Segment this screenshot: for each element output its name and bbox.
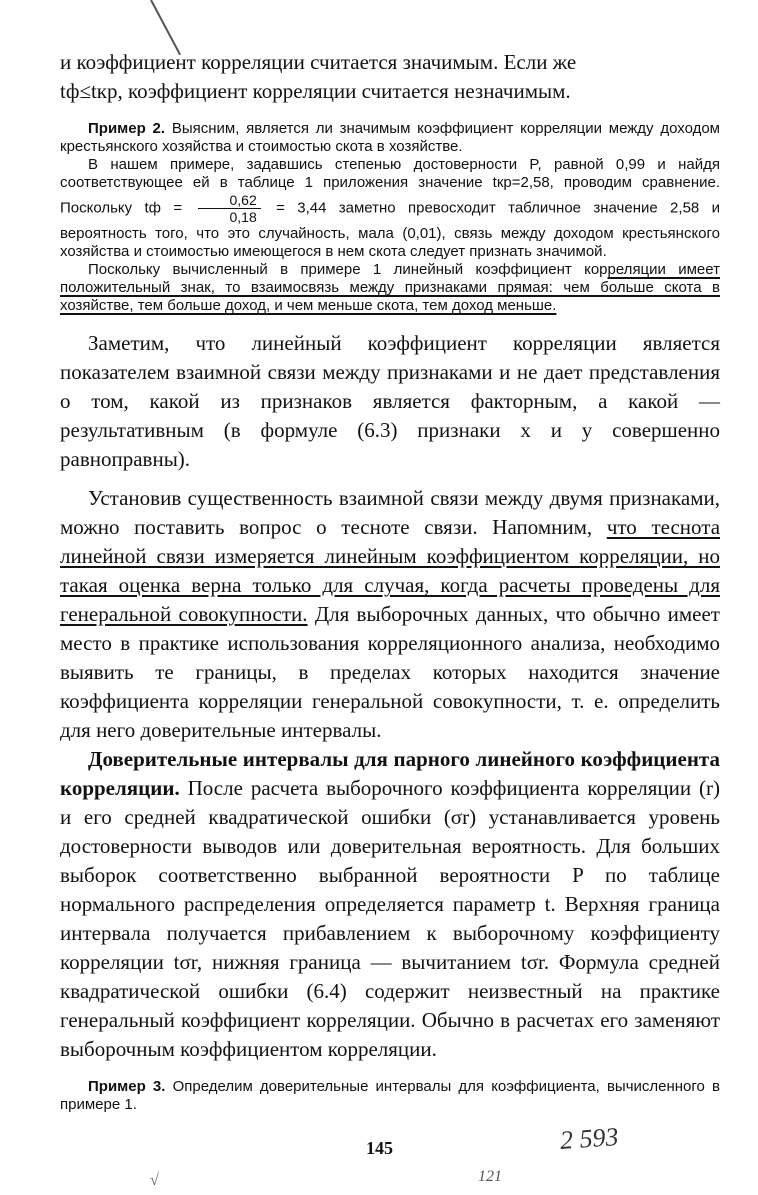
body-p2-underlined: что теснота линейной связи измеряется линейным коэффициентом корреляции, но такая оценка верна только для случая, когда расчеты проведены для генеральной совокупности. (60, 515, 721, 626)
example2-p2-underlined: реляции имеет положительный знак, то взаимосвязь между признаками прямая: чем больше скота в хозяйстве, тем больше доход, и чем меньше скота, тем доход меньше. (60, 261, 720, 314)
example2-intro (60, 120, 720, 156)
fraction-numerator: 0,62 (198, 192, 261, 209)
body-paragraph-3 (60, 745, 720, 1064)
handwritten-note-small: 121 (478, 1168, 502, 1185)
body-p3-text: После расчета выборочного коэффициента корреляции (r) и его средней квадратической ошибки (σr) устанавливается уровень достоверности выводов или доверительная вероятность. Для больших выборок соответственно выбранной вероятности P по таблице нормального распределения определяется параметр t. Верхняя граница интервала получается прибавлением к выборочному коэффициенту корреляции tσr, нижняя граница — вычитанием tσr. Формула средней квадратической ошибки (6.4) содержит неизвестный на практике генеральный коэффициент корреляции. Обычно в расчетах его заменяют выборочным коэффициентом корреляции. (60, 776, 721, 1061)
page-number: 145 (366, 1138, 393, 1158)
body-paragraph-2 (60, 484, 720, 745)
body-p2-part-a: Установив существенность взаимной связи между двумя признаками, можно поставить вопрос о тесноте связи. Напомним, (60, 486, 720, 539)
t-fraction (198, 192, 261, 225)
top-line-1: и коэффициент корреляции считается значимым. Если же (60, 50, 577, 74)
page-content (60, 48, 720, 1114)
example2-paragraph-2 (60, 261, 720, 315)
body-paragraph-1: Заметим, что линейный коэффициент корреляции является показателем взаимной связи между признаками и не дает представления о том, какой из признаков является факторным, а какой — результативным (в формуле (6.3) признаки x и y совершенно равноправны). (60, 331, 720, 471)
example3-text: Определим доверительные интервалы для коэффициента, вычисленного в примере 1. (60, 1078, 720, 1113)
handwritten-note: 2 593 (559, 1121, 620, 1156)
example2-paragraph-1 (60, 156, 720, 261)
pen-stroke-mark (150, 0, 181, 55)
example2-p1-part-a: В нашем примере, задавшись степенью достоверности P, равной 0,99 и найдя соответствующее ей в таблице 1 приложения значение tкр=2,58, проводим сравнение. Поскольку tф = (60, 156, 720, 217)
example3 (60, 1078, 720, 1114)
top-line-2: tф≤tкр, коэффициент корреляции считается незначимым. (60, 79, 571, 103)
confidence-intervals-heading: Доверительные интервалы для парного линейного коэффициента корреляции. (60, 747, 720, 800)
example2-title: Пример 2. (88, 120, 166, 137)
example2-text: Выясним, является ли значимым коэффициент корреляции между доходом крестьянского хозяйства и стоимостью скота в хозяйстве. (60, 120, 720, 155)
example2-p1-part-b: = 3,44 заметно превосходит табличное значение 2,58 и вероятность того, что это случайность, мала (0,01), связь между доходом крестьянского хозяйства и стоимостью имеющегося в нем скота следует признать значимой. (60, 199, 720, 260)
example2-p2-part-a: Поскольку вычисленный в примере 1 линейный коэффициент кор (88, 261, 608, 278)
example3-title: Пример 3. (88, 1078, 166, 1095)
body-p2-part-b: Для выборочных данных, что обычно имеет место в практике использования корреляционного анализа, необходимо выявить те границы, в пределах которых находится значение коэффициента корреляции генеральной совокупности, т. е. определить для него доверительные интервалы. (60, 602, 720, 742)
fraction-denominator: 0,18 (229, 209, 257, 225)
pen-mark-bottom: √ (150, 1172, 159, 1189)
